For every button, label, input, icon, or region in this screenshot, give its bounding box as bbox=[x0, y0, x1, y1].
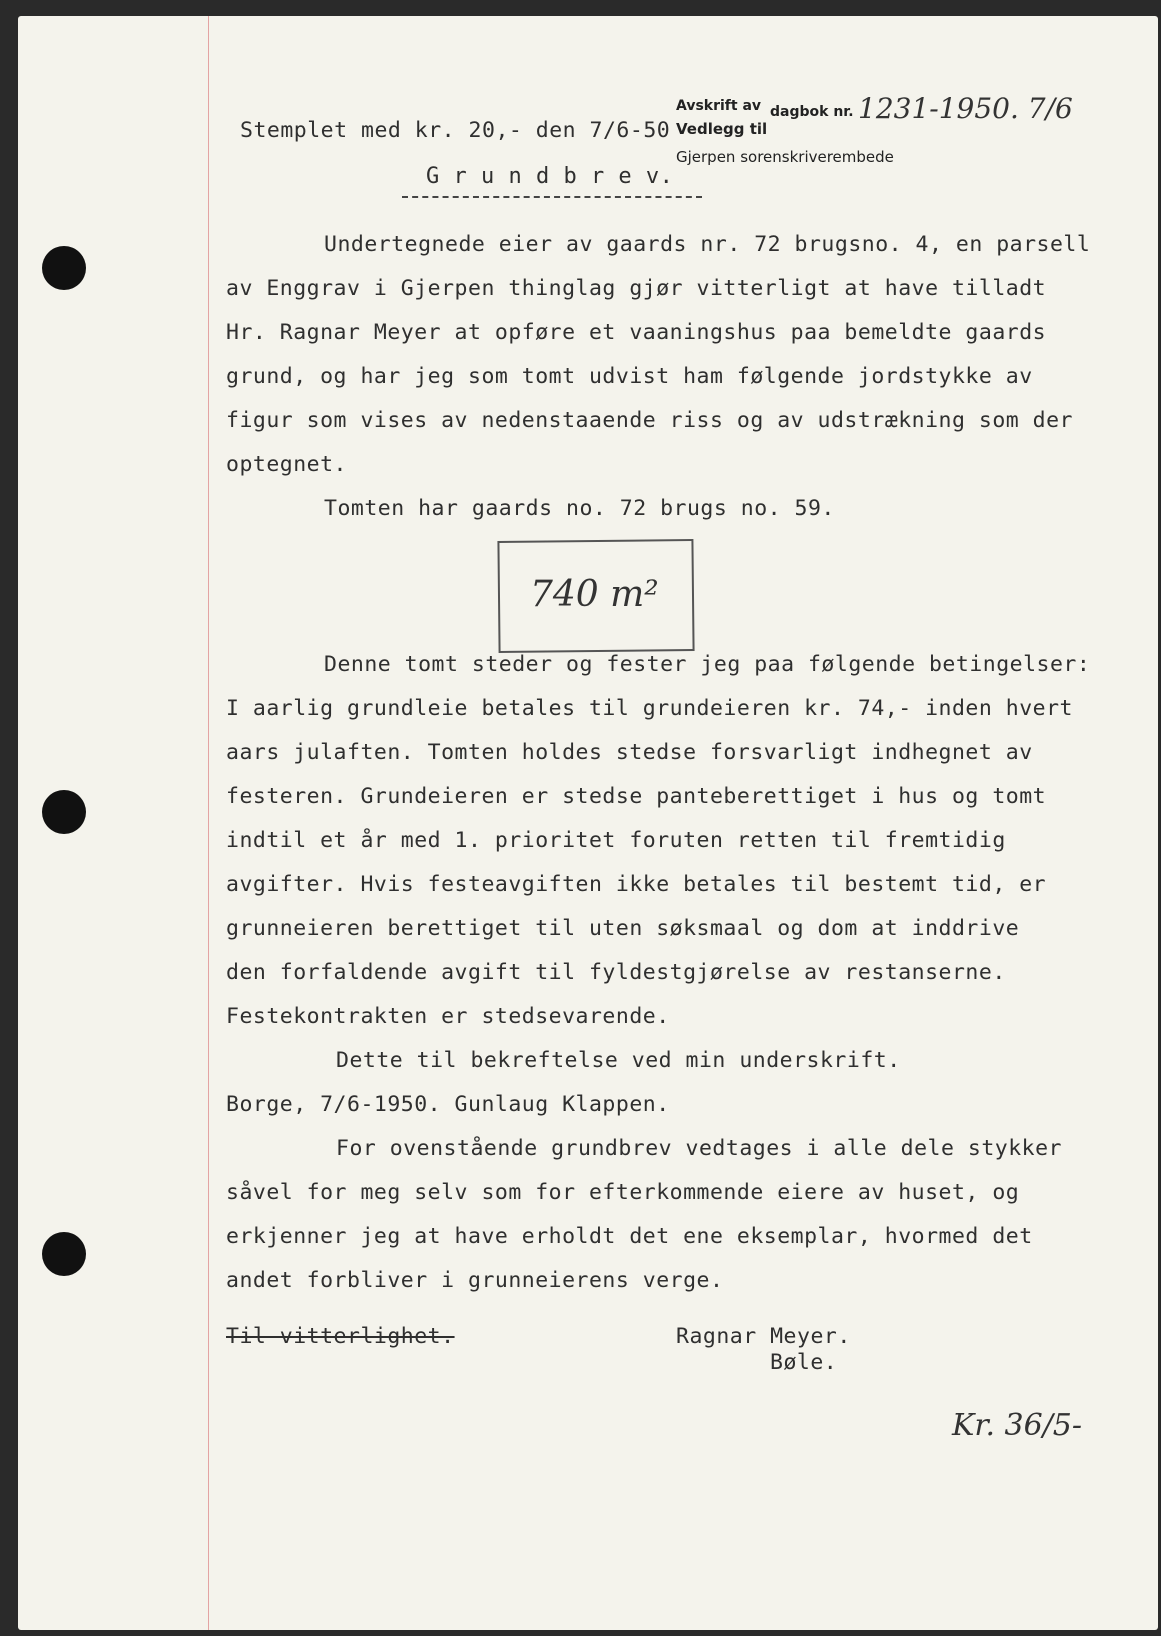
document-title: G r u n d b r e v. bbox=[426, 164, 674, 189]
conditions-line-2: I aarlig grundleie betales til grundeieren kr. 74,- inden hvert bbox=[226, 696, 1073, 721]
acceptance-line-3: erkjenner jeg at have erholdt det ene eksemplar, hvormed det bbox=[226, 1224, 1033, 1249]
body-line-2: av Enggrav i Gjerpen thinglag gjør vitterligt at have tilladt bbox=[226, 276, 1047, 301]
binder-hole-bottom bbox=[42, 1232, 86, 1276]
conditions-line-7: grunneieren berettiget til uten søksmaal og dom at inddrive bbox=[226, 916, 1020, 941]
handwritten-fee-note: Kr. 36/5- bbox=[952, 1408, 1083, 1443]
area-box-value: 740 m² bbox=[530, 574, 659, 615]
stamp-fee-line: Stemplet med kr. 20,- den 7/6-50 bbox=[240, 118, 671, 143]
registry-stamp-label: Avskrift av bbox=[676, 98, 762, 114]
title-underline bbox=[402, 196, 702, 198]
acceptance-line-4: andet forbliver i grunneierens verge. bbox=[226, 1268, 724, 1293]
body-line-4: grund, og har jeg som tomt udvist ham følgende jordstykke av bbox=[226, 364, 1033, 389]
document-page bbox=[18, 16, 1158, 1630]
binder-hole-top bbox=[42, 246, 86, 290]
registry-stamp-label-2: dagbok nr. bbox=[770, 104, 854, 120]
acceptance-line-2: såvel for meg selv som for efterkommende eiere av huset, og bbox=[226, 1180, 1020, 1205]
conditions-line-6: avgifter. Hvis festeavgiften ikke betales til bestemt tid, er bbox=[226, 872, 1047, 897]
body-line-5: figur som vises av nedenstaaende riss og av udstrækning som der bbox=[226, 408, 1073, 433]
body-line-6: optegnet. bbox=[226, 452, 347, 477]
conditions-line-4: festeren. Grundeieren er stedse panteberettiget i hus og tomt bbox=[226, 784, 1047, 809]
signer-place: Bøle. bbox=[770, 1350, 838, 1375]
acceptance-line-1: For ovenstående grundbrev vedtages i alle dele stykker bbox=[336, 1136, 1062, 1161]
conditions-line-5: indtil et år med 1. prioritet foruten retten til fremtidig bbox=[226, 828, 1006, 853]
body-line-1: Undertegnede eier av gaards nr. 72 brugsno. 4, en parsell bbox=[324, 232, 1091, 257]
body-line-3: Hr. Ragnar Meyer at opføre et vaaningshus paa bemeldte gaards bbox=[226, 320, 1047, 345]
signer-name: Ragnar Meyer. bbox=[676, 1324, 851, 1349]
conditions-line-8: den forfaldende avgift til fyldestgjørelse av restanserne. bbox=[226, 960, 1006, 985]
registry-handwritten-number: 1231-1950. 7/6 bbox=[858, 92, 1073, 125]
registry-stamp-attachment: Vedlegg til bbox=[676, 120, 768, 138]
conditions-line-1: Denne tomt steder og fester jeg paa følgende betingelser: bbox=[324, 652, 1091, 677]
margin-line bbox=[208, 16, 209, 1630]
body-line-7: Tomten har gaards no. 72 brugs no. 59. bbox=[324, 496, 835, 521]
conditions-line-3: aars julaften. Tomten holdes stedse forsvarligt indhegnet av bbox=[226, 740, 1033, 765]
registry-stamp-office: Gjerpen sorenskriverembede bbox=[676, 148, 894, 166]
binder-hole-middle bbox=[42, 790, 86, 834]
conditions-line-9: Festekontrakten er stedsevarende. bbox=[226, 1004, 670, 1029]
conditions-line-11: Borge, 7/6-1950. Gunlaug Klappen. bbox=[226, 1092, 670, 1117]
conditions-line-10: Dette til bekreftelse ved min underskrift. bbox=[336, 1048, 901, 1073]
witness-label: Til vitterlighet. bbox=[226, 1324, 455, 1349]
